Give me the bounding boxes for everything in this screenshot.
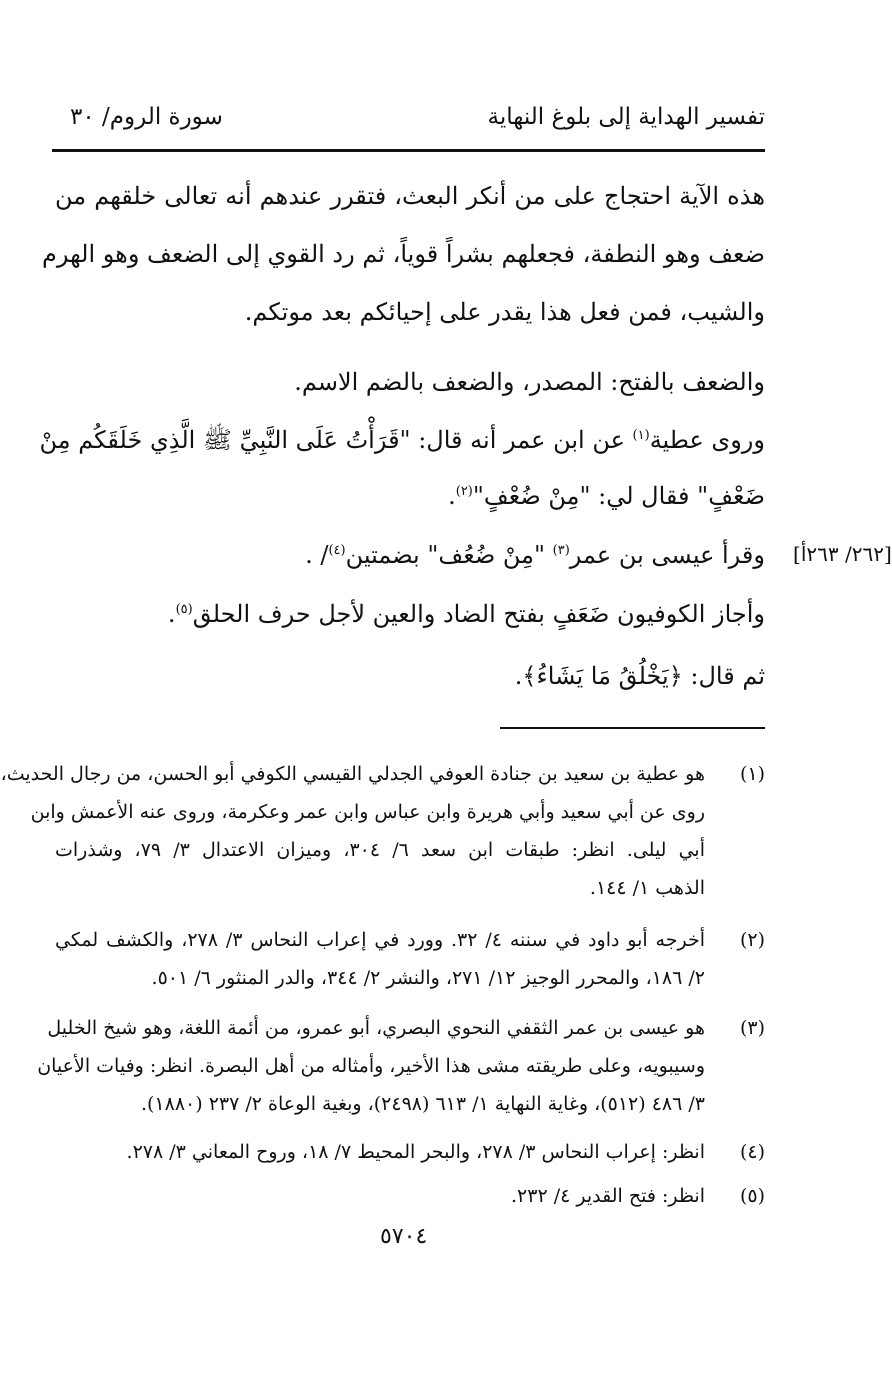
footnote-3-line-1: هو عيسى بن عمر الثقفي النحوي البصري، أبو عمرو، من أئمة اللغة، وهو شيخ الخليل: [47, 1017, 705, 1039]
text-segment: .: [448, 482, 456, 510]
body-line-8: [55, 594, 765, 634]
text-segment: "مِنْ ضُعُف" بضمتين: [345, 541, 553, 569]
footnote-3-line-3: ٣/ ٤٨٦ (٥١٢)، وغاية النهاية ١/ ٦١٣ (٢٤٩٨)، وبغية الوعاة ٢/ ٢٣٧ (١٨٨٠).: [140, 1093, 705, 1115]
body-line-7: [55, 535, 765, 575]
footnote-ref-4: (٤): [328, 543, 346, 558]
footnote-4-line-1: انظر: إعراب النحاس ٣/ ٢٧٨، والبحر المحيط ٧/ ١٨، وروح المعاني ٣/ ٢٧٨.: [126, 1141, 705, 1163]
text-segment: وقرأ عيسى بن عمر: [569, 541, 765, 569]
footnote-5-line-1: انظر: فتح القدير ٤/ ٢٣٢.: [510, 1185, 705, 1207]
footnote-1-line-3: أبي ليلى. انظر: طبقات ابن سعد ٦/ ٣٠٤، وميزان الاعتدال ٣/ ٧٩، وشذرات: [55, 839, 705, 861]
header-rule: [52, 149, 765, 152]
footnote-2-line-2: ٢/ ١٨٦، والمحرر الوجيز ١٢/ ٢٧١، والنشر ٢/ ٣٤٤، والدر المنثور ٦/ ٥٠١.: [151, 967, 705, 989]
book-title: تفسير الهداية إلى بلوغ النهاية: [487, 104, 765, 130]
footnote-number-5: (٥): [739, 1185, 765, 1207]
footnote-number-4: (٤): [739, 1141, 765, 1163]
footnote-number-3: (٣): [739, 1017, 765, 1039]
text-segment: / .: [305, 541, 329, 569]
body-line-3: والشيب، فمن فعل هذا يقدر على إحيائكم بعد موتكم.: [244, 298, 765, 326]
text-segment: وروى عطية: [649, 426, 765, 454]
body-line-9: ثم قال: ﴿يَخْلُقُ مَا يَشَاءُ﴾.: [514, 662, 765, 690]
body-line-4: والضعف بالفتح: المصدر، والضعف بالضم الاسم.: [294, 368, 765, 396]
body-line-6: [55, 476, 765, 516]
text-segment: ضَعْفٍ" فقال لي: "مِنْ ضُعْفٍ": [472, 482, 765, 510]
page-number: ٥٧٠٤: [380, 1224, 428, 1249]
footnote-ref-2: (٢): [455, 484, 473, 499]
footnote-1-line-2: روى عن أبي سعيد وأبي هريرة وابن عباس وابن عمر وعكرمة، وروى عنه الأعمش وابن: [30, 801, 705, 823]
footnote-ref-5: (٥): [175, 602, 193, 617]
text-segment: عن ابن عمر أنه قال: "قَرَأْتُ عَلَى النَّبِيِّ ﷺ الَّذِي خَلَقَكُم مِنْ: [39, 426, 633, 454]
text-segment: .: [167, 600, 176, 628]
footnote-3-line-2: وسيبويه، وعلى طريقته مشى هذا الأخير، وأمثاله من أهل البصرة. انظر: وفيات الأعيان: [37, 1055, 705, 1077]
footnote-1-line-1: هو عطية بن سعيد بن جنادة العوفي الجدلي القيسي الكوفي أبو الحسن، من رجال الحديث،: [0, 763, 705, 785]
footnote-rule: [500, 727, 765, 729]
footnote-2-line-1: أخرجه أبو داود في سننه ٤/ ٣٢. وورد في إعراب النحاس ٣/ ٢٧٨، والكشف لمكي: [55, 929, 705, 951]
text-segment: وأجاز الكوفيون ضَعَفٍ بفتح الضاد والعين لأجل حرف الحلق: [192, 600, 765, 628]
surah-section: سورة الروم/ ٣٠: [70, 104, 223, 130]
footnote-1-line-4: الذهب ١/ ١٤٤.: [589, 877, 705, 899]
body-line-5: [39, 420, 765, 460]
body-line-2: ضعف وهو النطفة، فجعلهم بشراً قوياً، ثم رد القوي إلى الضعف وهو الهرم: [41, 240, 765, 268]
footnote-ref-1: (١): [632, 428, 650, 443]
footnote-number-1: (١): [739, 763, 765, 785]
footnote-number-2: (٢): [739, 929, 765, 951]
footnote-ref-3: (٣): [552, 543, 570, 558]
margin-note: [٢٦٢/ ٢٦٣أ]: [793, 542, 892, 566]
body-line-1: هذه الآية احتجاج على من أنكر البعث، فتقرر عندهم أنه تعالى خلقهم من: [55, 182, 765, 210]
